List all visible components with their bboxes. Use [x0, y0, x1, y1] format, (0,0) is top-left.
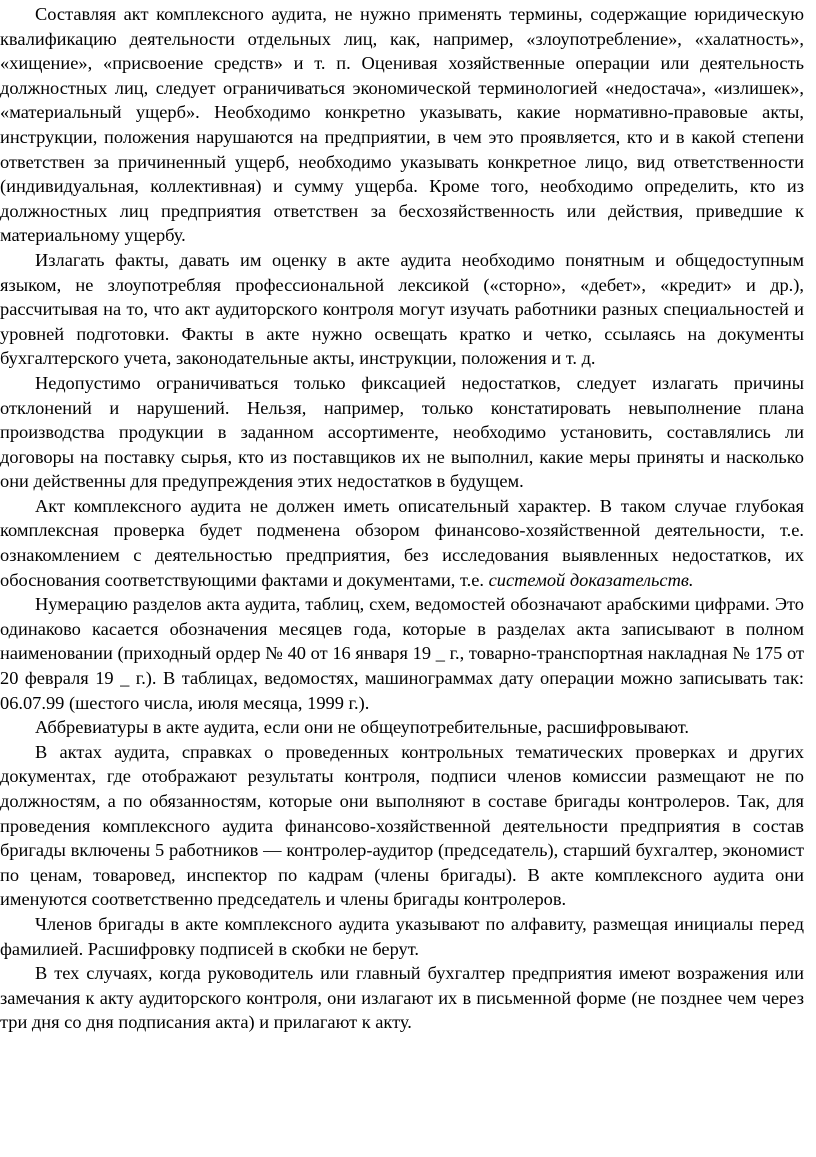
paragraph-3-text: Недопустимо ограничиваться только фиксацией недостатков, следует излагать причины отклонений и нарушений. Нельзя, например, только констатировать невыполнение плана производства продукции в заданном ассортименте, необходимо установить, составлялись ли договоры на поставку сырья, кто из поставщиков их не выполнил, какие меры приняты и насколько они действенны для предупреждения этих недостатков в будущем. [0, 372, 804, 492]
paragraph-8-text: Членов бригады в акте комплексного аудита указывают по алфавиту, размещая инициалы перед фамилией. Расшифровку подписей в скобки не берут. [0, 913, 804, 959]
paragraph-6 [0, 715, 804, 740]
paragraph-1 [0, 2, 804, 248]
paragraph-9 [0, 961, 804, 1035]
paragraph-7-text: В актах аудита, справках о проведенных контрольных тематических проверках и других документах, где отображают результаты контроля, подписи членов комиссии размещают не по должностям, а по обязанностям, которые они выполняют в составе бригады контролеров. Так, для проведения комплексного аудита финансово-хозяйственной деятельности предприятия в состав бригады включены 5 работников — контролер-аудитор (председатель), старший бухгалтер, экономист по ценам, товаровед, инспектор по кадрам (члены бригады). В акте комплексного аудита они именуются соответственно председатель и члены бригады контролеров. [0, 741, 804, 910]
paragraph-3 [0, 371, 804, 494]
paragraph-4-italic-term: системой доказательств. [488, 569, 694, 590]
paragraph-9-text: В тех случаях, когда руководитель или главный бухгалтер предприятия имеют возражения или замечания к акту аудиторского контроля, они излагают их в письменной форме (не позднее чем через три дня со дня подписания акта) и прилагают к акту. [0, 963, 804, 1033]
paragraph-7 [0, 740, 804, 912]
paragraph-2-text: Излагать факты, давать им оценку в акте аудита необходимо понятным и общедоступным языком, не злоупотребляя профессиональной лексикой («сторно», «дебет», «кредит» и др.), рассчитывая на то, что акт аудиторского контроля могут изучать работники разных специальностей и уровней подготовки. Факты в акте нужно освещать кратко и четко, ссылаясь на документы бухгалтерского учета, законодательные акты, инструкции, положения и т. д. [0, 249, 804, 369]
paragraph-1-text: Составляя акт комплексного аудита, не нужно применять термины, содержащие юридическую квалификацию деятельности отдельных лиц, как, например, «злоупотребление», «халатность», «хищение», «присвоение средств» и т. п. Оценивая хозяйственные операции или деятельность должностных лиц, следует ограничиваться экономической терминологией «недостача», «излишек», «материальный ущерб». Необходимо конкретно указывать, какие нормативно-правовые акты, инструкции, положения нарушаются на предприятии, в чем это проявляется, кто и в какой степени ответствен за причиненный ущерб, необходимо указывать конкретное лицо, вид ответственности (индивидуальная, коллективная) и сумму ущерба. Кроме того, необходимо определить, кто из должностных лиц предприятия ответствен за бесхозяйственность или действия, приведшие к материальному ущербу. [0, 4, 804, 246]
paragraph-4-text: Акт комплексного аудита не должен иметь описательный характер. В таком случае глубокая комплексная проверка будет подменена обзором финансово-хозяйственной деятельности, т.е. ознакомлением с деятельностью предприятия, без исследования выявленных недостатков, их обоснования соответствующими фактами и документами, т.е. [0, 495, 804, 590]
paragraph-5 [0, 592, 804, 715]
paragraph-4 [0, 494, 804, 592]
paragraph-2 [0, 248, 804, 371]
paragraph-6-text: Аббревиатуры в акте аудита, если они не общеупотребительные, расшифровывают. [35, 717, 690, 738]
paragraph-5-text: Нумерацию разделов акта аудита, таблиц, схем, ведомостей обозначают арабскими цифрами. Это одинаково касается обозначения месяцев года, которые в разделах акта записывают в полном наименовании (приходный ордер № 40 от 16 января 19 _ г., товарно-транспортная накладная № 175 от 20 февраля 19 _ г.). В таблицах, ведомостях, машинограммах дату операции можно записывать так: 06.07.99 (шестого числа, июля месяца, 1999 г.). [0, 594, 804, 713]
paragraph-8 [0, 912, 804, 961]
